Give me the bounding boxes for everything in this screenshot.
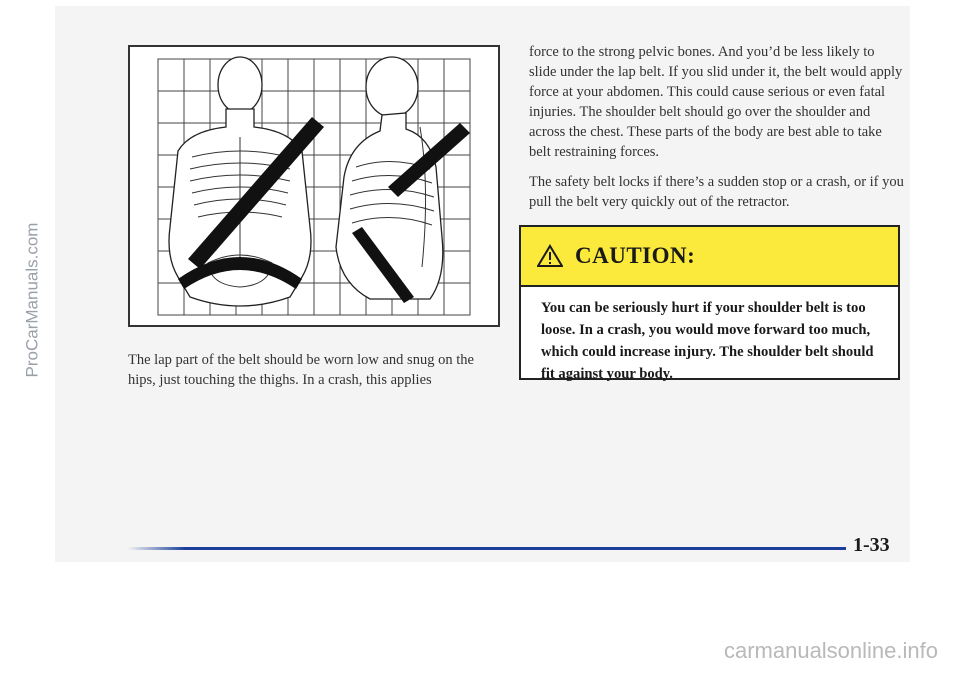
page-number: 1-33 [853, 534, 890, 556]
seatbelt-illustration [128, 45, 500, 327]
caution-body: You can be seriously hurt if your shoulder belt is too loose. In a crash, you would move forward too much, which could increase injury. The shoulder belt should fit against your body. [541, 300, 874, 382]
lap-belt-paragraph: The lap part of the belt should be worn low and snug on the hips, just touching the thighs. In a crash, this applies [128, 352, 474, 388]
pelvic-force-paragraph: force to the strong pelvic bones. And you’d be less likely to slide under the lap belt. If you slid under it, the belt would apply force at your abdomen. This could cause serious or even fatal injuries. The shoulder belt should go over the shoulder and across the chest. These parts of the body are best able to take belt restraining forces. [529, 44, 903, 160]
side-watermark [18, 40, 46, 560]
caution-box [519, 225, 900, 380]
warning-triangle-icon [537, 244, 563, 268]
caution-title: CAUTION: [575, 243, 696, 268]
side-watermark-text: ProCarManuals.com [22, 222, 42, 378]
bottom-watermark: carmanualsonline.info [723, 638, 938, 663]
footer-rule [128, 547, 846, 550]
right-column [529, 42, 904, 222]
skeleton-seatbelt-icon [130, 47, 498, 325]
caution-header [521, 227, 898, 287]
belt-lock-paragraph: The safety belt locks if there’s a sudden stop or a crash, or if you pull the belt very quickly out of the retractor. [529, 174, 904, 210]
